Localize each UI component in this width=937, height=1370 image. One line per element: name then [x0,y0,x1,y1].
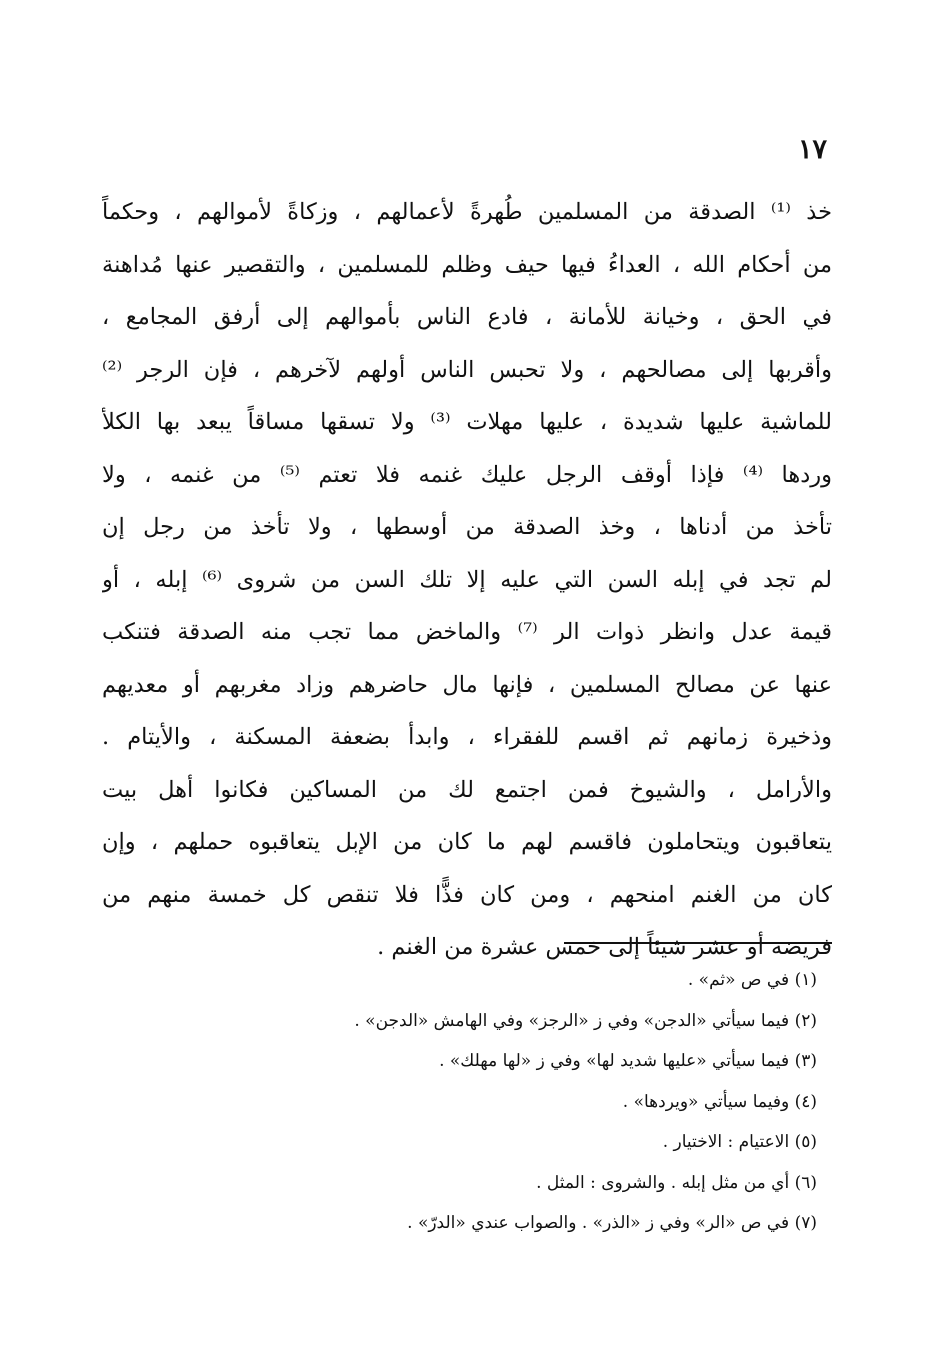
body-line: وردها ⁽⁴⁾ فإذا أوقف الرجل عليك غنمه فلا تعتم ⁽⁵⁾ من غنمه ، ولا [102,461,832,488]
body-line: تأخذ من أدناها ، وخذ الصدقة من أوسطها ، ولا تأخذ من رجل إن [102,514,832,540]
page-number: ١٧ [797,134,827,165]
body-line: في الحق ، وخيانة للأمانة ، فادع الناس بأموالهم إلى أرفق المجامع ، [102,304,832,330]
body-line: وأقربها إلى مصالحهم ، ولا تحبس الناس أولهم لآخرهم ، فإن الرجر ⁽²⁾ [102,356,832,383]
footnotes [177,960,817,1244]
body-line: قيمة عدل وانظر ذوات الر ⁽⁷⁾ والماخض مما تجب منه الصدقة فتنكب [102,619,832,645]
body-line: عنها عن مصالح المسلمين ، فإنها مال حاضرهم وزاد مغربهم أو معديهم [102,671,832,698]
body-line: لم تجد في إبله السن التي عليه إلا تلك السن من شروى ⁽⁶⁾ إبله ، أو [102,566,832,593]
body-line: فريضة أو عشر شيئاً إلى خمس عشرة من الغنم . [377,934,832,960]
footnote: (٥) الاعتيام : الاختيار . [662,1132,817,1152]
footnote: (٧) في ص «الر» وفي ز «الذر» . والصواب عندي «الدرّ» . [407,1213,817,1233]
footnote: (٣) فيما سيأتي «عليها شديد لها» وفي ز «لها مهلك» . [439,1051,817,1071]
body-line: للماشية عليها شديدة ، عليها مهلات ⁽³⁾ ولا تسقها مساقاً يبعد بها الكلأ [102,409,832,435]
body-line: يتعاقبون ويتحاملون فاقسم لهم ما كان من الإبل يتعاقبوه حملهم ، وإن [102,829,832,855]
body-line: خذ ⁽¹⁾ الصدقة من المسلمين طُهرةً لأعمالهم ، وزكاةً لأموالهم ، وحكماً [102,199,832,225]
footnote: (٤) وفيما سيأتي «ويردها» . [622,1091,817,1112]
footnote-divider [564,942,832,944]
body-line: والأرامل ، والشيوخ فمن اجتمع لك من المساكين فكانوا أهل بيت [102,776,832,803]
footnote: (٦) أي من مثل إبله . والشروى : المثل . [536,1172,817,1193]
footnote: (١) في ص «ثم» . [687,970,817,990]
body-text [102,186,832,974]
body-line: من أحكام الله ، العداءُ فيها حيف وظلم للمسلمين ، والتقصير عنها مُداهنة [102,251,832,278]
footnote: (٢) فيما سيأتي «الدجن» وفي ز «الرجز» وفي الهامش «الدجن» . [354,1010,817,1031]
body-line: كان من الغنم امنحهم ، ومن كان فذًّا فلا تنقص كل خمسة منهم من [102,881,832,908]
body-line: وذخيرة زمانهم ثم اقسم للفقراء ، وابدأ بضعفة المسكنة ، والأيتام . [102,724,832,750]
